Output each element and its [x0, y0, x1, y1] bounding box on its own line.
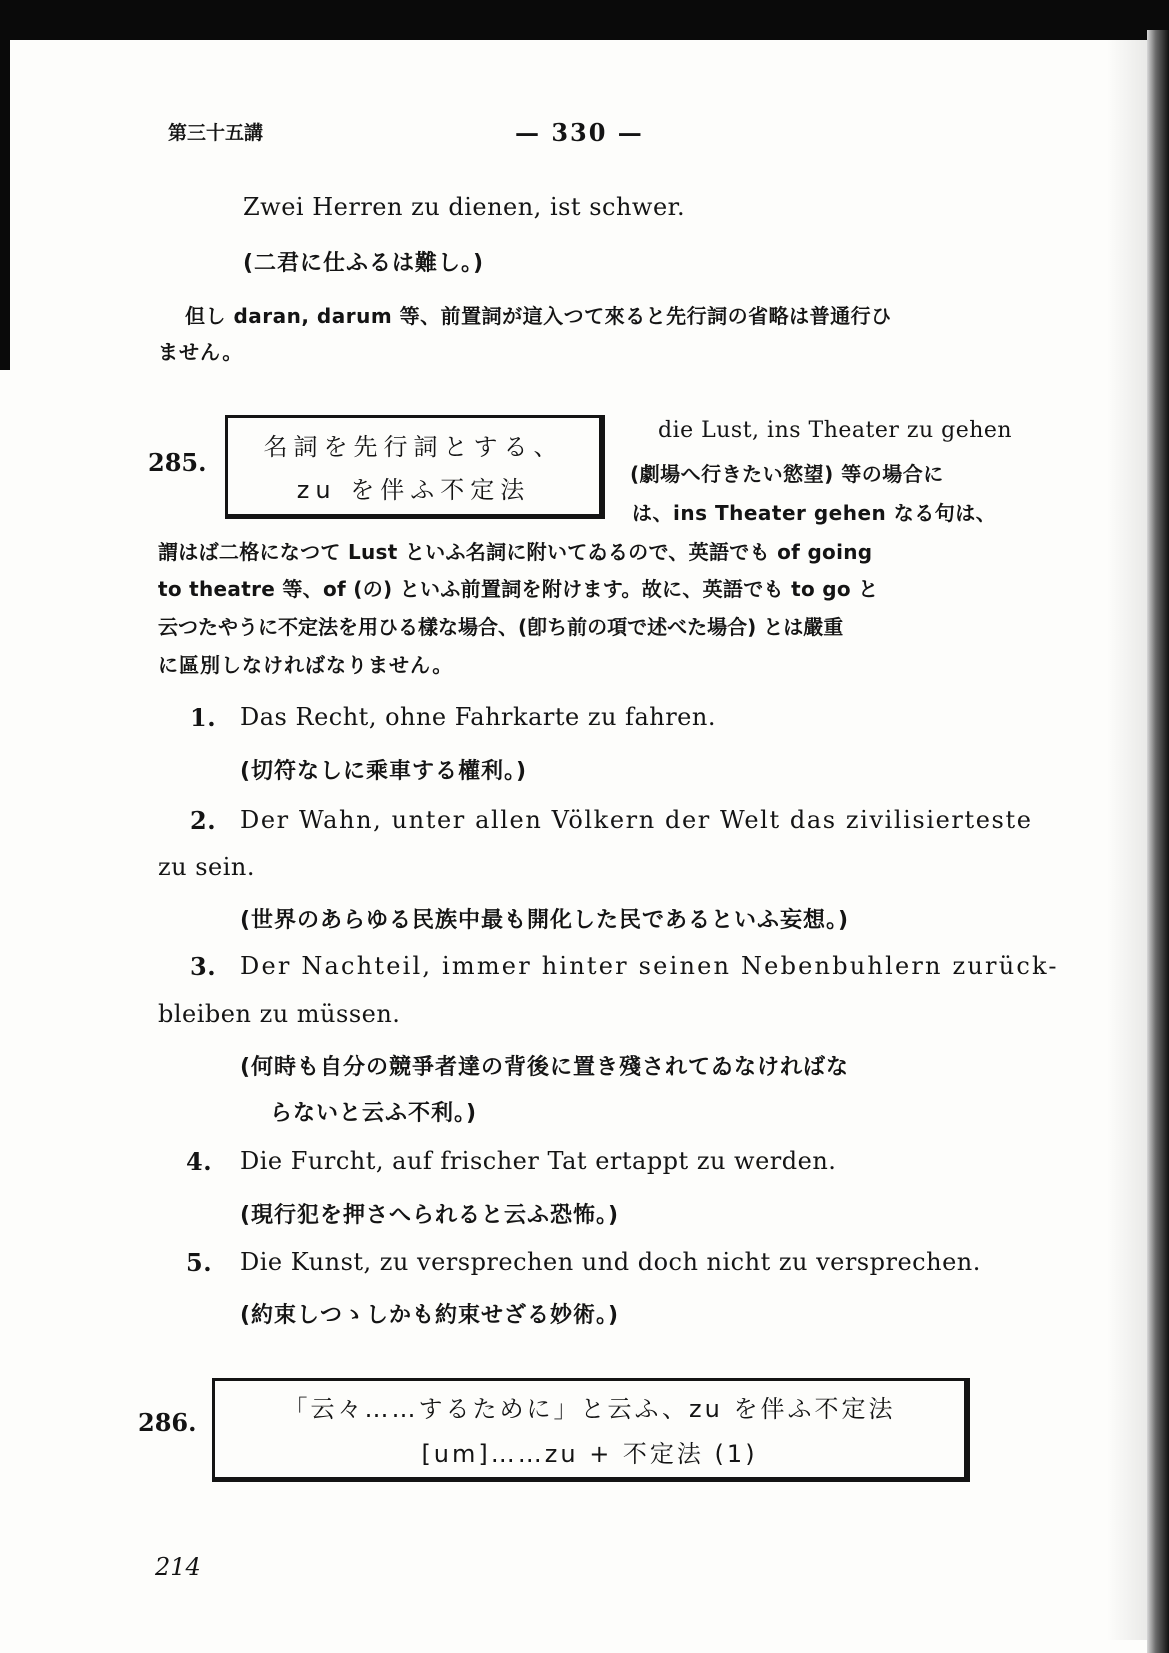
- scan-border-right: [1147, 30, 1169, 1653]
- example-german: bleiben zu müssen.: [158, 1000, 401, 1028]
- example-number: 1.: [190, 703, 217, 732]
- japanese-translation: (二君に仕ふるは難し。): [243, 251, 485, 276]
- example-number: 4.: [186, 1147, 213, 1176]
- body-text-line: は、ins Theater gehen なる句は、: [632, 501, 997, 525]
- body-text-line: 云つたやうに不定法を用ひる樣な場合、(卽ち前の項で述べた場合) とは嚴重: [158, 615, 844, 639]
- box-heading-line: zu を伴ふ不定法: [296, 476, 531, 504]
- example-german: Der Wahn, unter allen Völkern der Welt das zivilisierteste: [240, 806, 1033, 834]
- example-japanese: (世界のあらゆる民族中最も開化した民であるといふ妄想。): [240, 908, 850, 933]
- example-japanese: (切符なしに乘車する權利。): [240, 759, 528, 784]
- section-heading-box-286: [212, 1378, 970, 1482]
- scan-border-left: [0, 0, 10, 370]
- body-text-line: に區別しなければなりません。: [158, 653, 454, 677]
- box-heading-line: 「云々……するために」と云ふ、zu を伴ふ不定法: [283, 1395, 896, 1423]
- example-number: 5.: [186, 1248, 213, 1277]
- example-japanese: (約束しつゝしかも約束せざる妙術。): [240, 1303, 620, 1328]
- section-heading-box-285: [225, 415, 605, 519]
- body-text-line: die Lust, ins Theater zu gehen: [658, 418, 1013, 443]
- section-number-286: 286.: [138, 1408, 197, 1437]
- page-number-header: — 330 —: [515, 118, 644, 147]
- box-heading-line: [um]……zu + 不定法 (1): [421, 1440, 758, 1468]
- example-number: 2.: [190, 806, 217, 835]
- example-japanese: (現行犯を押さへられると云ふ恐怖。): [240, 1203, 620, 1228]
- body-text-line: 謂はば二格になつて Lust といふ名詞に附いてゐるので、英語でも of going: [158, 540, 873, 564]
- body-text-line: to theatre 等、of (の) といふ前置詞を附けます。故に、英語でも to go と: [158, 577, 879, 601]
- page-shadow: [1107, 40, 1147, 1640]
- example-german: Das Recht, ohne Fahrkarte zu fahren.: [240, 703, 716, 731]
- section-number-285: 285.: [148, 448, 207, 477]
- example-japanese: らないと云ふ不利。): [270, 1101, 478, 1126]
- german-sentence: Zwei Herren zu dienen, ist schwer.: [243, 193, 686, 221]
- example-german: Die Furcht, auf frischer Tat ertappt zu werden.: [240, 1147, 837, 1175]
- body-text-line: 但し daran, darum 等、前置詞が這入つて來ると先行詞の省略は普通行ひ: [185, 304, 892, 328]
- body-text-line: ません。: [158, 340, 244, 364]
- example-japanese: (何時も自分の競爭者達の背後に置き殘されてゐなければな: [240, 1055, 850, 1080]
- page-number-footer: 214: [155, 1553, 201, 1581]
- chapter-header: 第三十五講: [168, 122, 264, 144]
- scan-border-top: [0, 0, 1169, 40]
- box-heading-line: 名詞を先行詞とする、: [263, 433, 564, 461]
- body-text-line: (劇場へ行きたい慾望) 等の場合に: [630, 462, 944, 486]
- example-german: Die Kunst, zu versprechen und doch nicht zu versprechen.: [240, 1248, 981, 1276]
- example-number: 3.: [190, 952, 217, 981]
- example-german: Der Nachteil, immer hinter seinen Nebenbuhlern zurück-: [240, 952, 1059, 980]
- example-german: zu sein.: [158, 853, 256, 881]
